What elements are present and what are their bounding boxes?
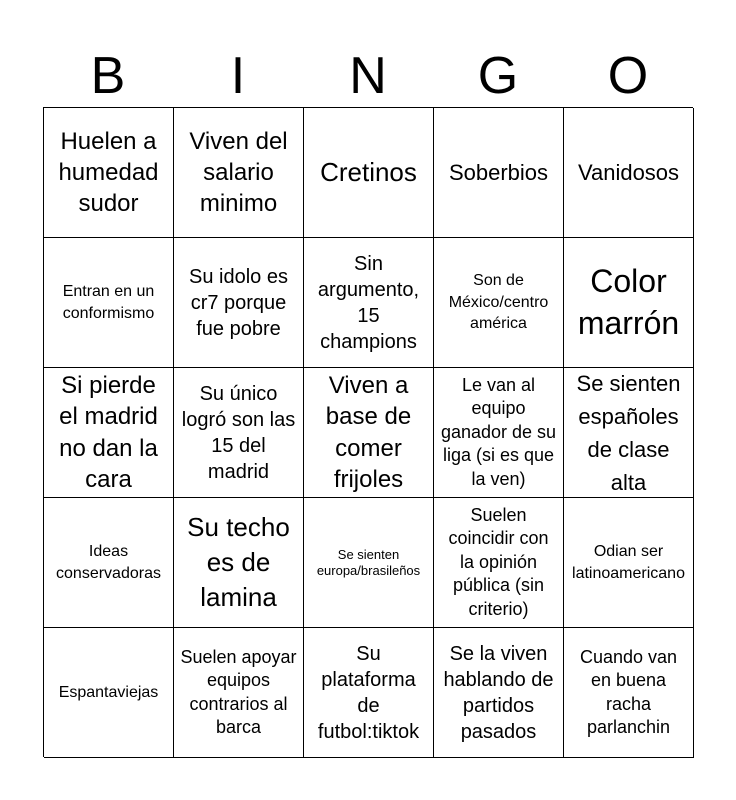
cell-text: Son de México/centro américa [448,272,549,333]
header-letter-g: G [477,47,519,105]
cell-text: Entran en un conformismo [62,282,155,322]
cell-text: Su plataforma de futbol:tiktok [317,642,420,743]
cell-text: Su único logró son las 15 del madrid [181,382,296,483]
cell-text: Viven a base de comer frijoles [325,372,412,493]
bingo-cell[interactable] [434,628,564,758]
bingo-cell[interactable] [304,498,434,628]
bingo-cell[interactable] [434,238,564,368]
header-letter-i: I [230,47,246,105]
cell-text: Su techo es de lamina [187,511,290,613]
bingo-cell[interactable] [434,498,564,628]
bingo-cell[interactable] [174,628,304,758]
cell-text: Cretinos [320,156,417,187]
cell-text: Ideas conservadoras [56,542,161,582]
bingo-cell[interactable] [44,368,174,498]
bingo-cell[interactable] [564,628,694,758]
cell-text: Se sienten españoles de clase alta [576,370,681,495]
header-letter-b: B [90,47,126,105]
cell-text: Odian ser latinoamericano [572,542,685,582]
cell-text: Suelen coincidir con la opinión pública (sin criterio) [448,505,549,619]
bingo-header [43,48,693,104]
bingo-cell[interactable] [304,238,434,368]
bingo-cell[interactable] [44,108,174,238]
bingo-cell[interactable] [44,628,174,758]
cell-text: Espantaviejas [58,683,159,701]
cell-text: Se sienten europa/brasileños [316,546,421,578]
bingo-cell[interactable] [564,238,694,368]
bingo-cell[interactable] [564,108,694,238]
cell-text: Su idolo es cr7 porque fue pobre [189,265,288,340]
cell-text: Suelen apoyar equipos contrarios al barca [180,646,297,737]
cell-text: Sin argumento, 15 champions [317,252,420,353]
bingo-cell[interactable] [304,368,434,498]
cell-text: Cuando van en buena racha parlanchin [579,646,678,737]
bingo-cell[interactable] [564,498,694,628]
bingo-cell[interactable] [434,368,564,498]
cell-text: Viven del salario minimo [189,127,288,218]
header-letter-o: O [607,47,649,105]
cell-text: Huelen a humedad sudor [58,127,159,218]
cell-text: Color marrón [577,262,680,341]
bingo-cell[interactable] [174,108,304,238]
cell-text: Se la viven hablando de partidos pasados [443,642,554,743]
bingo-cell[interactable] [304,108,434,238]
bingo-cell[interactable] [564,368,694,498]
bingo-cell[interactable] [174,368,304,498]
bingo-grid [43,107,693,757]
cell-text: Soberbios [448,160,549,185]
bingo-cell[interactable] [304,628,434,758]
cell-text: Le van al equipo ganador de su liga (si es que la ven) [440,375,557,489]
bingo-cell[interactable] [174,238,304,368]
bingo-cell[interactable] [174,498,304,628]
cell-text: Si pierde el madrid no dan la cara [59,372,158,493]
bingo-cell[interactable] [44,238,174,368]
bingo-cell[interactable] [44,498,174,628]
header-letter-n: N [349,47,387,105]
cell-text: Vanidosos [577,160,680,185]
bingo-cell[interactable] [434,108,564,238]
